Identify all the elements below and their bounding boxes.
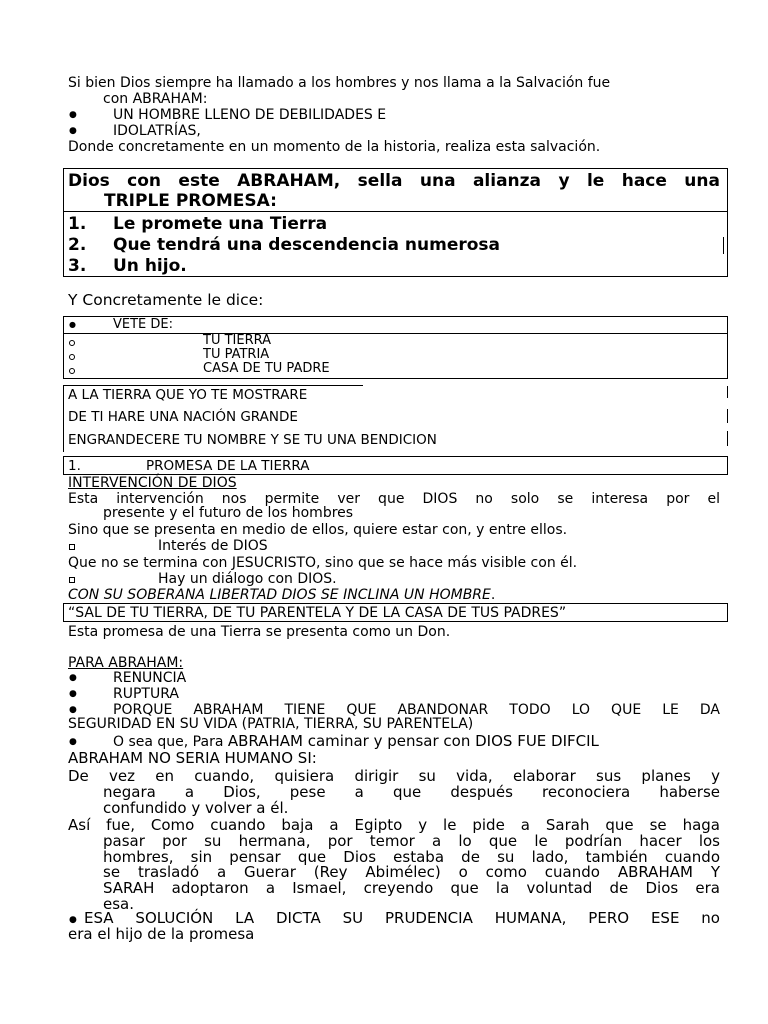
bullet-text: RENUNCIA (113, 670, 187, 686)
bullet-text: RUPTURA (113, 686, 179, 702)
paragraph-line: SARAH adoptaron a Ismael, creyendo que la voluntad de Dios era (103, 879, 720, 897)
paragraph-line: De vez en cuando, quisiera dirigir su vida, elaborar sus planes y (68, 767, 720, 785)
paragraph-line: Esta promesa de una Tierra se presenta como un Don. (68, 624, 451, 640)
quote-text: “SAL DE TU TIERRA, DE TU PARENTELA Y DE LA CASA DE TUS PADRES” (68, 605, 567, 621)
right-rule (727, 386, 728, 398)
cursor-bar (723, 237, 724, 254)
right-rule (727, 431, 728, 446)
promise-item-3: Un hijo. (113, 256, 187, 276)
left-rule (63, 385, 64, 452)
bullet-text: PORQUE ABRAHAM TIENE QUE ABANDONAR TODO LO QUE LE DA (113, 702, 720, 718)
paragraph-line: se trasladó a Guerar (Rey Abimélec) o como cuando ABRAHAM Y (103, 863, 720, 881)
bullet-icon: ● (69, 673, 77, 683)
intro-bullet-1: UN HOMBRE LLENO DE DEBILIDADES E (113, 107, 387, 123)
bullet-icon: ● (69, 915, 77, 925)
promise-line-1: A LA TIERRA QUE YO TE MOSTRARE (68, 387, 308, 403)
paragraph-line: Que no se termina con JESUCRISTO, sino que se hace más visible con él. (68, 555, 578, 571)
promise-line-2: DE TI HARE UNA NACIÓN GRANDE (68, 409, 298, 425)
bullet-icon: ● (69, 126, 77, 136)
dice-heading: Y Concretamente le dice: (68, 291, 264, 309)
paragraph-line: Sino que se presenta en medio de ellos, quiere estar con, y entre ellos. (68, 522, 568, 538)
promise-title-line-2: TRIPLE PROMESA: (104, 191, 277, 211)
paragraph-line: hombres, sin pensar que Dios estaba de su lado, también cuando (103, 848, 720, 866)
bullet-text-continued: SEGURIDAD EN SU VIDA (PATRIA, TIERRA, SU PARENTELA) (68, 716, 474, 732)
italic-text: CON SU SOBERANA LIBERTAD DIOS SE INCLINA UN HOMBRE (68, 587, 491, 603)
bullet-icon: ● (69, 689, 77, 699)
top-rule (63, 385, 363, 386)
intro-bullet-2: IDOLATRÍAS, (113, 123, 201, 139)
vete-item-2: TU PATRIA (203, 347, 270, 362)
right-rule (727, 409, 728, 423)
intro-line-2: con ABRAHAM: (103, 91, 208, 107)
section-title: PROMESA DE LA TIERRA (146, 458, 310, 474)
promise-item-number: 2. (68, 235, 87, 255)
section-number: 1. (68, 458, 81, 474)
bullet-icon: ● (69, 705, 77, 715)
promise-item-number: 3. (68, 256, 87, 276)
bullet-text-start: O sea que, Para (113, 734, 228, 750)
square-bullet-icon (69, 544, 75, 550)
intro-line-3: Donde concretamente en un momento de la historia, realiza esta salvación. (68, 139, 601, 155)
paragraph-line: ABRAHAM NO SERIA HUMANO SI: (68, 749, 317, 767)
vete-items-box (63, 333, 728, 379)
promise-title-line-1: Dios con este ABRAHAM, sella una alianza y le hace una (68, 171, 720, 191)
paragraph-line: presente y el futuro de los hombres (103, 505, 354, 521)
clock-icon (69, 340, 75, 346)
paragraph-line: Esta intervención nos permite ver que DIOS no solo se interesa por el (68, 491, 720, 507)
vete-item-1: TU TIERRA (203, 333, 272, 348)
bullet-text: Hay un diálogo con DIOS. (158, 571, 337, 587)
intro-line-1: Si bien Dios siempre ha llamado a los hombres y nos llama a la Salvación fue (68, 75, 611, 91)
bullet-icon: ● (69, 737, 77, 747)
promise-item-1: Le promete una Tierra (113, 214, 328, 234)
subheading: INTERVENCIÓN DE DIOS (68, 475, 237, 491)
promise-item-number: 1. (68, 214, 87, 234)
paragraph-line: Así fue, Como cuando baja a Egipto y le pide a Sarah que se haga (68, 816, 720, 834)
vete-item-3: CASA DE TU PADRE (203, 361, 330, 376)
clock-icon (69, 368, 75, 374)
paragraph-line: negara a Dios, pese a que después reconociera haberse (103, 783, 720, 801)
paragraph-line: esa. (103, 895, 135, 913)
bullet-text (113, 733, 599, 750)
italic-line (68, 587, 495, 603)
italic-period: . (490, 587, 496, 603)
bullet-text-continued: era el hijo de la promesa (68, 925, 255, 943)
bullet-text: ESA SOLUCIÓN LA DICTA SU PRUDENCIA HUMANA, PERO ESE no (84, 909, 720, 927)
bullet-text: Interés de DIOS (158, 538, 268, 554)
paragraph-line: confundido y volver a él. (103, 799, 289, 817)
promise-item-2: Que tendrá una descendencia numerosa (113, 235, 501, 255)
square-bullet-icon (69, 577, 75, 583)
clock-icon (69, 354, 75, 360)
abraham-heading: PARA ABRAHAM: (68, 655, 184, 671)
vete-label: VETE DE: (113, 317, 173, 332)
bullet-text-emph: ABRAHAM caminar y pensar con DIOS FUE DIFCIL (227, 732, 599, 750)
bullet-icon: ● (69, 110, 77, 120)
paragraph-line: pasar por su hermana, por temor a lo que le podrían hacer los (103, 832, 720, 850)
promise-line-3: ENGRANDECERE TU NOMBRE Y SE TU UNA BENDICION (68, 432, 437, 448)
bullet-icon: ● (69, 320, 76, 329)
